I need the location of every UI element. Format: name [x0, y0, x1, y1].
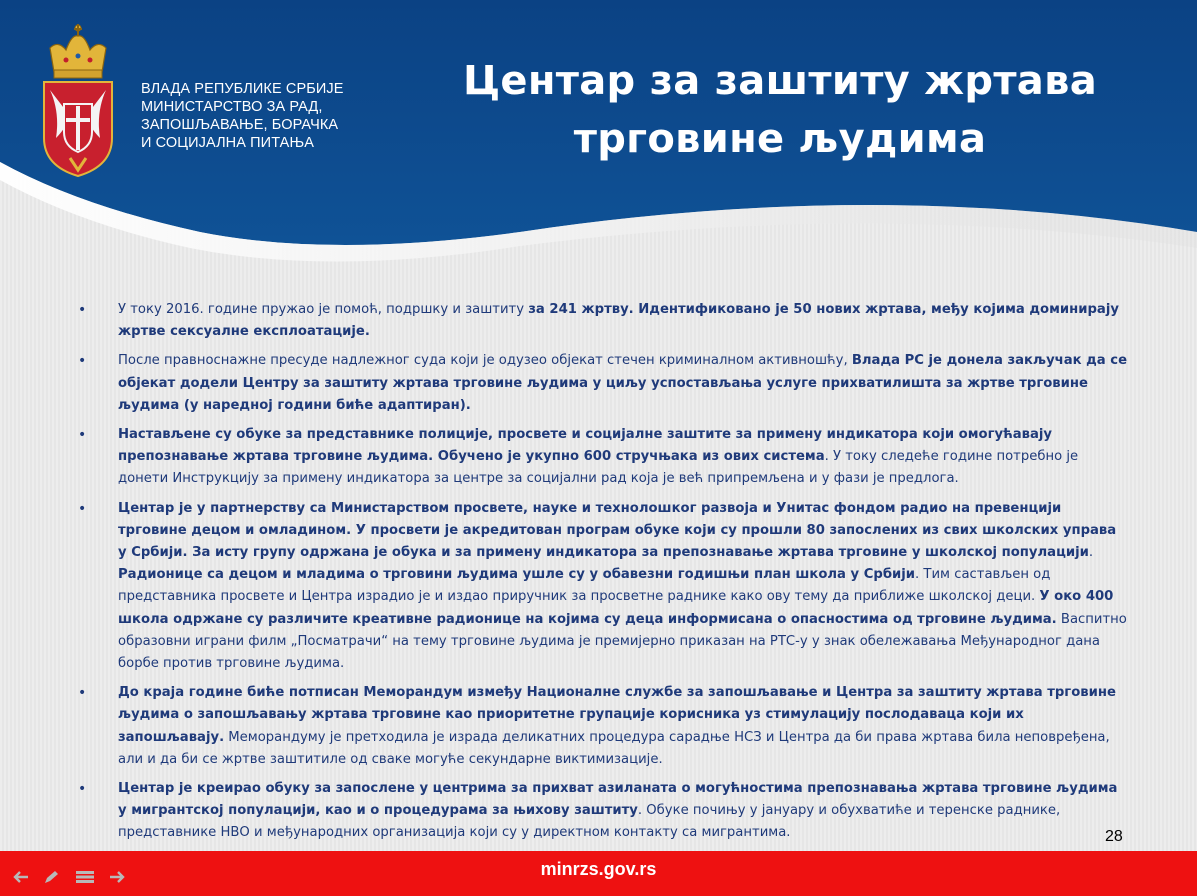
bullet-text-bold: У око 400 школа одржане су различите креативне радионице на којима су деца информисана о опасностима од трговине људима. — [118, 589, 1114, 627]
ministry-name — [141, 80, 401, 152]
bullet-text-bold: за 241 жртву. Идентификовано је 50 нових жртава, међу којима доминирају жртве сексуалне експлоатације. — [118, 302, 1119, 340]
arrow-left-icon[interactable] — [10, 869, 32, 885]
bullet-text-bold: Центар је у партнерству са Министарством просвете, науке и технолошког развоја и Унитас фондом радио на превенцији трговине децом и омладином. У просвети је акредитован програм обуке који су прошли 80 запослених из свих школских управа у Србији. За исту групу одржана је обука и за примену индикатора за препознавање жртава трговине у школској популацији — [118, 500, 1117, 561]
ministry-line: МИНИСТАРСТВО ЗА РАД, — [141, 99, 323, 115]
page-number: 28 — [1105, 828, 1123, 845]
bullet-item — [78, 498, 1128, 676]
ministry-line: ЗАПОШЉАВАЊЕ, БОРАЧКА — [141, 117, 339, 133]
menu-icon[interactable] — [74, 869, 96, 885]
serbian-coat-of-arms-icon — [36, 20, 120, 180]
bullet-text: Меморандуму је претходила је израда деликатних процедура сарадње НСЗ и Центра да би права жртава била неповређена, али и да би се жртве заштитиле од сваке могуће секундарне виктимизације. — [118, 729, 1110, 767]
bullet-text-bold: До краја године биће потписан Меморандум између Националне службе за запошљавање и Центра за заштиту жртава трговине људима о запошљавању жртава трговине као приоритетне групације корисника уз стимулацију послодаваца који их запошљавају. — [118, 685, 1116, 745]
bullet-item — [78, 778, 1128, 845]
bullet-list — [78, 299, 1128, 852]
ministry-line: ВЛАДА РЕПУБЛИКЕ СРБИЈЕ — [141, 81, 344, 97]
bullet-dot: • — [78, 781, 87, 798]
ministry-line: И СОЦИЈАЛНА ПИТАЊА — [141, 135, 314, 151]
bullet-dot: • — [78, 685, 87, 702]
bullet-item — [78, 682, 1128, 771]
bullet-text: . Обуке почињу у јануару и обухватиће и теренске раднике, представнике НВО и међународних организација који су у директном контакту са мигрантима. — [118, 803, 1061, 841]
bullet-text: У току 2016. године пружао је помоћ, подршку и заштиту — [118, 302, 529, 317]
bullet-dot: • — [78, 302, 87, 318]
bullet-text: . Тим састављен од представника просвете и Центра израдио је и издао приручник за просветне раднике како ову тему да приближе школској деци. — [118, 567, 1051, 605]
bullet-item — [78, 350, 1128, 417]
bullet-text-bold: Радионице са децом и младима о трговини људима ушле су у обавезни годишњи план школа у Србији — [118, 567, 916, 583]
slide-title-line: трговине људима — [573, 116, 987, 162]
bullet-dot: • — [78, 500, 87, 517]
slide-title — [440, 52, 1120, 168]
bullet-text-bold: Настављене су обуке за представнике полиције, просвете и социјалне заштите за примену индикатора који омогућавају препознавање жртава трговине људима. Обучено је укупно 600 стручњака из ових система — [118, 427, 1053, 465]
bullet-text: . У току следеће године потребно је донети Инструкцију за примену индикатора за центре за социјални рад која је већ припремљена и у фази је предлога. — [118, 449, 1079, 487]
bullet-text-bold: Центар је креирао обуку за запослене у центрима за прихват азиланата о могућностима препознавања жртава трговине људима у мигрантској популацији, као и о процедурама за њихову заштиту — [118, 781, 1118, 819]
bullet-text: . — [1088, 545, 1094, 561]
bullet-text: После правноснажне пресуде надлежног суда који је одузео објекат стечен криминалном активношћу, — [118, 353, 852, 369]
bullet-item — [78, 299, 1128, 343]
bullet-text: Васпитно образовни играни филм „Посматрачи“ на тему трговине људима је премијерно приказан на РТС-у у знак обележавања Међународног дана борбе против трговине људима. — [118, 611, 1127, 672]
bullet-dot: • — [78, 427, 87, 444]
bullet-dot: • — [78, 353, 87, 370]
footer-url[interactable]: minrzs.gov.rs — [540, 859, 657, 879]
bullet-item — [78, 424, 1128, 491]
pen-icon[interactable] — [40, 869, 62, 885]
arrow-right-icon[interactable] — [106, 869, 128, 885]
bullet-text-bold: Влада РС је донела закључак да се објекат додели Центру за заштиту жртава трговине људима у циљу успостављања услуге прихватилишта за жртве трговине људима (у наредној години биће адаптиран). — [118, 353, 1128, 413]
slide-title-line: Центар за заштиту жртава — [463, 58, 1097, 104]
